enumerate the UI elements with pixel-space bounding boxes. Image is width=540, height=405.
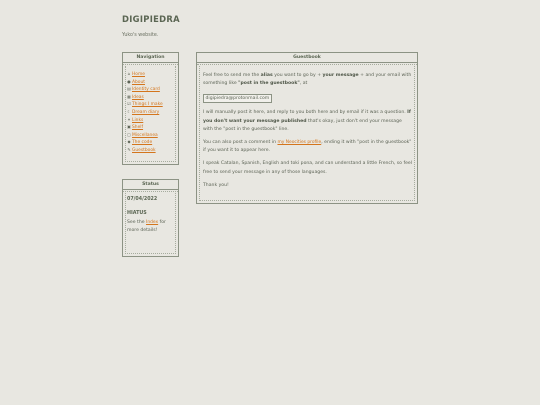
nav-item[interactable] <box>127 78 163 86</box>
home-icon: ⌂ <box>127 71 131 76</box>
intro-alias: alias <box>260 73 273 78</box>
pencil-icon: ✎ <box>127 146 131 152</box>
nav-item[interactable] <box>127 85 163 93</box>
ideas-icon: ▦ <box>127 93 131 99</box>
id-card-icon: ▤ <box>127 86 131 92</box>
nav-item[interactable] <box>127 131 163 139</box>
nav-link[interactable]: Home <box>132 72 145 77</box>
links-icon: ⚭ <box>127 116 131 122</box>
nav-item[interactable] <box>127 100 163 108</box>
nav-link[interactable]: The code <box>132 140 153 146</box>
guestbook-publish-note <box>203 109 413 134</box>
guestbook-neocities-note <box>203 139 413 155</box>
shelf-icon: ▣ <box>127 124 131 130</box>
nav-item[interactable] <box>127 108 163 116</box>
intro-text: + and your email with something like <box>203 73 412 87</box>
guestbook-languages: I speak Catalan, Spanish, English and toki pona, and can understand a little French, so feel free to send your message in any of those languages. <box>203 161 412 175</box>
status-heading: Status <box>123 180 178 190</box>
status-text-after: for more details! <box>127 220 166 233</box>
status-index-link[interactable]: Index <box>146 220 159 225</box>
status-text <box>127 219 175 235</box>
nav-item[interactable] <box>127 93 163 101</box>
nav-item[interactable] <box>127 116 163 124</box>
guestbook-intro <box>203 72 413 88</box>
nav-link[interactable]: Things I make <box>132 102 163 108</box>
site-subtitle: Yuko's website. <box>122 33 159 38</box>
nav-link[interactable]: Guestbook <box>132 147 156 153</box>
nav-item[interactable] <box>127 123 163 131</box>
neocities-text: You can also post a comment in <box>203 140 278 146</box>
navigation-heading: Navigation <box>123 53 178 63</box>
status-panel <box>122 179 179 257</box>
intro-text: Feel free to send me the <box>203 73 261 78</box>
guestbook-thanks: Thank you! <box>203 182 229 188</box>
nav-item[interactable] <box>127 70 163 78</box>
intro-text: you want to go by + <box>272 73 323 78</box>
guestbook-content <box>203 72 413 195</box>
nav-link[interactable]: Identity card <box>132 87 160 93</box>
neocities-text: , ending it with "post in the guestbook" if you want it to appear here. <box>203 140 412 154</box>
dream-icon: ☾ <box>127 108 131 114</box>
intro-post-line: "post in the guestbook" <box>238 81 300 87</box>
nav-link[interactable]: Miscellanea <box>132 132 158 138</box>
publish-text: I will manually post it here, and reply to you both here and by email if it was a question. <box>203 110 408 116</box>
status-date: 07/04/2022 <box>127 197 158 202</box>
email-address[interactable]: digipiedra@protonmail.com <box>203 94 272 103</box>
publish-text: that's okay, just don't end your message with the "post in the guestbook" line. <box>203 118 402 132</box>
navigation-list <box>127 70 163 154</box>
nav-item[interactable] <box>127 138 163 146</box>
nav-link[interactable]: Shelf <box>132 125 144 131</box>
check-list-icon: ☑ <box>127 101 131 107</box>
guestbook-heading: Guestbook <box>197 53 417 63</box>
status-hiatus: HIATUS <box>127 211 147 216</box>
nav-link[interactable]: About <box>132 79 145 85</box>
navigation-panel <box>122 52 179 165</box>
nav-link[interactable]: Dream diary <box>132 109 160 115</box>
status-text-before: See the <box>127 220 147 225</box>
intro-your-message: your message <box>322 73 359 78</box>
code-icon: ◆ <box>127 139 131 145</box>
intro-text: , at <box>299 81 308 87</box>
guestbook-panel <box>196 52 418 204</box>
nav-link[interactable]: Links <box>132 117 144 123</box>
site-title: DIGIPIEDRA <box>122 14 180 24</box>
misc-icon: ▢ <box>127 131 131 137</box>
publish-bold: If you don't want your message published <box>203 110 411 124</box>
nav-link[interactable]: Ideas <box>132 94 144 100</box>
nav-item[interactable] <box>127 146 163 154</box>
neocities-profile-link[interactable]: my Neocities profile <box>277 140 322 146</box>
info-icon: ● <box>127 78 131 84</box>
